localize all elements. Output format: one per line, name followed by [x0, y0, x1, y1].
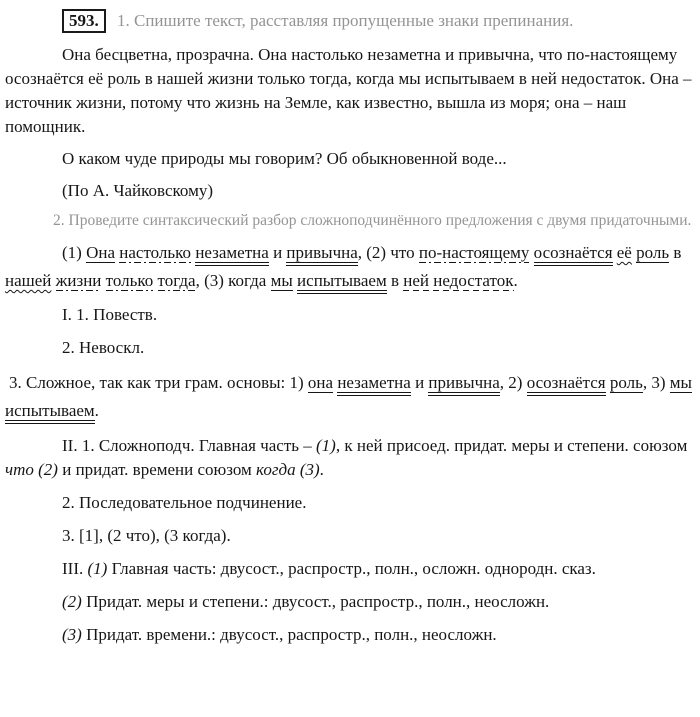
plain-text: и [268, 243, 287, 262]
plain-text: в [386, 271, 404, 290]
plain-text: , 2) [499, 373, 527, 392]
analysis-item-ii-2: 2. Последовательное подчинение. [62, 493, 307, 512]
plain-text: . [319, 460, 324, 479]
plain-text: в [669, 243, 682, 262]
underlined-word: мы [270, 271, 293, 290]
plain-text: , 3) [642, 373, 670, 392]
italic-text: (1) [87, 559, 108, 578]
plain-text: . [513, 271, 518, 290]
plain-text: , к ней присоед. придат. меры и степени. союзом [335, 436, 688, 455]
underlined-word: её [616, 243, 632, 262]
underlined-word: незаметна [337, 373, 411, 396]
underlined-word: тогда [157, 271, 196, 290]
underlined-word: незаметна [195, 243, 269, 266]
underlined-word: она [307, 373, 334, 392]
source-text-paragraph-1: Она бесцветна, прозрачна. Она настолько незаметна и привычна, что по-настоящему осознаётся её роль в нашей жизни только тогда, когда мы испытываем в ней недостаток. Она – источник жизни, потому что жизнь на Земле, как известно, вышла из моря; она – наш помощник. [5, 45, 692, 136]
underlined-word: привычна [286, 243, 357, 266]
underlined-word: роль [636, 243, 670, 262]
exercise-header [5, 8, 692, 33]
plain-text: 3. Сложное, так как три грам. основы: 1) [9, 373, 308, 392]
analysis-item-ii-1 [5, 434, 692, 482]
analysis-item-iii-3 [5, 623, 692, 647]
analysis-item-i-2: 2. Невоскл. [62, 338, 145, 357]
plain-text: Главная часть: двусост., распростр., полн., осложн. однородн. сказ. [107, 559, 596, 578]
italic-text: (3) [62, 625, 82, 644]
underlined-word: только [105, 271, 154, 290]
task1-instruction: 1. Спишите текст, расставляя пропущенные знаки препинания. [117, 11, 574, 30]
plain-text: , (2) что [357, 243, 419, 262]
underlined-word: испытываем [297, 271, 387, 294]
underlined-word: по-настоящему [418, 243, 530, 262]
plain-text [51, 271, 55, 290]
underlined-word: осознаётся [527, 373, 606, 396]
attribution: (По А. Чайковскому) [62, 181, 214, 200]
analysis-item-iii-1 [5, 557, 692, 581]
underlined-word: жизни [55, 271, 102, 290]
analysis-item-i-3 [5, 369, 692, 425]
exercise-number-badge: 593. [62, 9, 106, 33]
plain-text: Придат. меры и степени.: двусост., распростр., полн., неосложн. [81, 592, 550, 611]
underlined-word: ней [403, 271, 429, 290]
plain-text [153, 271, 157, 290]
underlined-word: испытываем [5, 401, 95, 424]
analysis-item-i-1: I. 1. Повеств. [62, 305, 158, 324]
task2-instruction: 2. Проведите синтаксический разбор сложноподчинённого предложения с двумя придаточными. [53, 212, 692, 229]
plain-text: II. 1. Сложноподч. Главная часть – [62, 436, 317, 455]
plain-text: и [410, 373, 429, 392]
plain-text: , (3) когда [195, 271, 271, 290]
italic-text: (2) [62, 592, 82, 611]
underlined-word: привычна [428, 373, 499, 396]
source-text-paragraph-2: О каком чуде природы мы говорим? Об обыкновенной воде... [62, 149, 507, 168]
underlined-word: Она [86, 243, 115, 262]
plain-text: III. [62, 559, 88, 578]
plain-text: и придат. времени союзом [57, 460, 257, 479]
underlined-word: осознаётся [534, 243, 613, 266]
underlined-word: недостаток [433, 271, 514, 290]
italic-text: что (2) [5, 460, 58, 479]
italic-text: когда (3) [256, 460, 320, 479]
underlined-word: мы [669, 373, 692, 392]
analysis-item-ii-3: 3. [1], (2 что), (3 когда). [62, 526, 231, 545]
plain-text: (1) [62, 243, 87, 262]
italic-text: (1) [316, 436, 336, 455]
plain-text [529, 243, 533, 262]
parsed-sentence [5, 239, 692, 295]
plain-text: . [94, 401, 99, 420]
analysis-item-iii-2 [5, 590, 692, 614]
plain-text: Придат. времени.: двусост., распростр., полн., неосложн. [81, 625, 497, 644]
underlined-word: роль [609, 373, 643, 392]
underlined-word: нашей [5, 271, 52, 290]
underlined-word: настолько [119, 243, 192, 262]
